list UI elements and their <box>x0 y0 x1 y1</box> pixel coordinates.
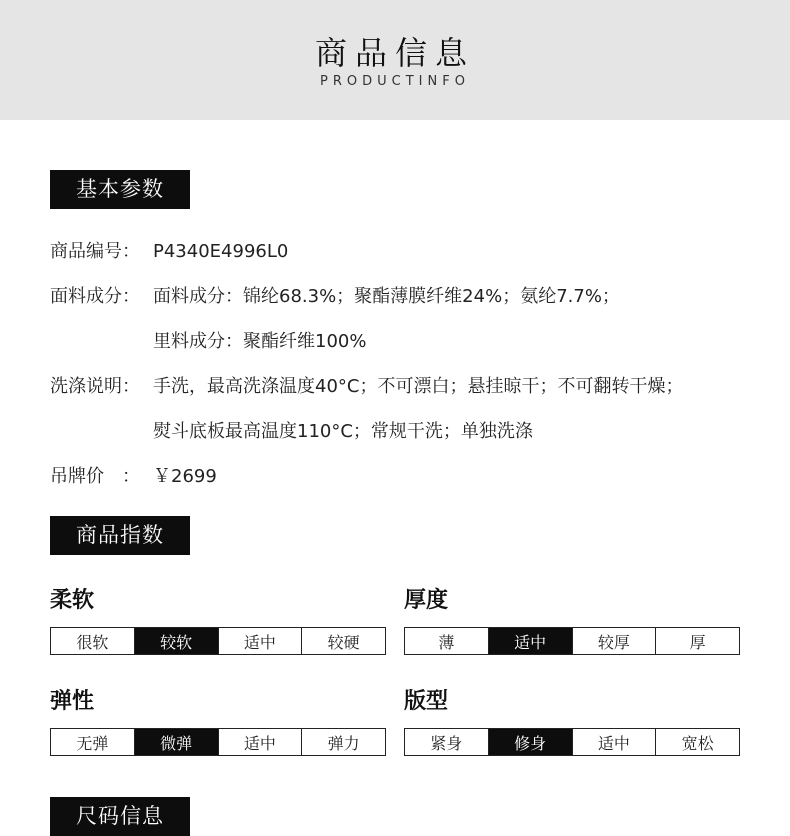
fit-option-3: 宽松 <box>656 729 739 755</box>
fit-scale <box>404 728 740 756</box>
thickness-option-0: 薄 <box>405 628 489 654</box>
softness-option-0: 很软 <box>51 628 135 654</box>
thickness-option-3: 厚 <box>656 628 739 654</box>
fabric-row <box>50 282 620 308</box>
wash-line-2: 熨斗底板最高温度110°C；常规干洗；单独洗涤 <box>153 421 533 442</box>
elasticity-option-0: 无弹 <box>51 729 135 755</box>
page-header <box>0 0 790 120</box>
fit-title: 版型 <box>404 689 449 714</box>
elasticity-option-1: 微弹 <box>135 729 219 755</box>
softness-option-1: 较软 <box>135 628 219 654</box>
elasticity-option-3: 弹力 <box>302 729 385 755</box>
softness-option-3: 较硬 <box>302 628 385 654</box>
softness-scale <box>50 627 386 655</box>
softness-title: 柔软 <box>50 588 95 613</box>
product-code-label: 商品编号： <box>50 241 140 262</box>
price-value: ￥2699 <box>153 466 217 487</box>
price-label: 吊牌价 ： <box>50 466 140 487</box>
section-tag-size: 尺码信息 <box>50 797 190 836</box>
page-subtitle: PRODUCTINFO <box>320 74 470 89</box>
elasticity-title: 弹性 <box>50 689 95 714</box>
thickness-option-2: 较厚 <box>573 628 657 654</box>
fabric-row-2 <box>50 327 366 353</box>
thickness-option-1: 适中 <box>489 628 573 654</box>
softness-option-2: 适中 <box>219 628 303 654</box>
section-tag-basic: 基本参数 <box>50 170 190 209</box>
fabric-line-2: 里料成分：聚酯纤维100% <box>153 331 367 352</box>
wash-label: 洗涤说明： <box>50 376 140 397</box>
fit-option-2: 适中 <box>573 729 657 755</box>
product-code-row <box>50 237 288 263</box>
elasticity-option-2: 适中 <box>219 729 303 755</box>
price-row <box>50 462 217 488</box>
thickness-scale <box>404 627 740 655</box>
wash-line-1: 手洗，最高洗涤温度40°C；不可漂白；悬挂晾干；不可翻转干燥； <box>153 376 684 397</box>
product-code-value: P4340E4996L0 <box>153 241 289 262</box>
wash-row-2 <box>50 417 533 443</box>
elasticity-scale <box>50 728 386 756</box>
fabric-label: 面料成分： <box>50 286 140 307</box>
section-tag-index: 商品指数 <box>50 516 190 555</box>
wash-row <box>50 372 683 398</box>
fit-option-0: 紧身 <box>405 729 489 755</box>
page-title: 商品信息 <box>314 34 475 72</box>
fabric-line-1: 面料成分：锦纶68.3%；聚酯薄膜纤维24%；氨纶7.7%； <box>153 286 620 307</box>
fit-option-1: 修身 <box>489 729 573 755</box>
thickness-title: 厚度 <box>404 588 449 613</box>
